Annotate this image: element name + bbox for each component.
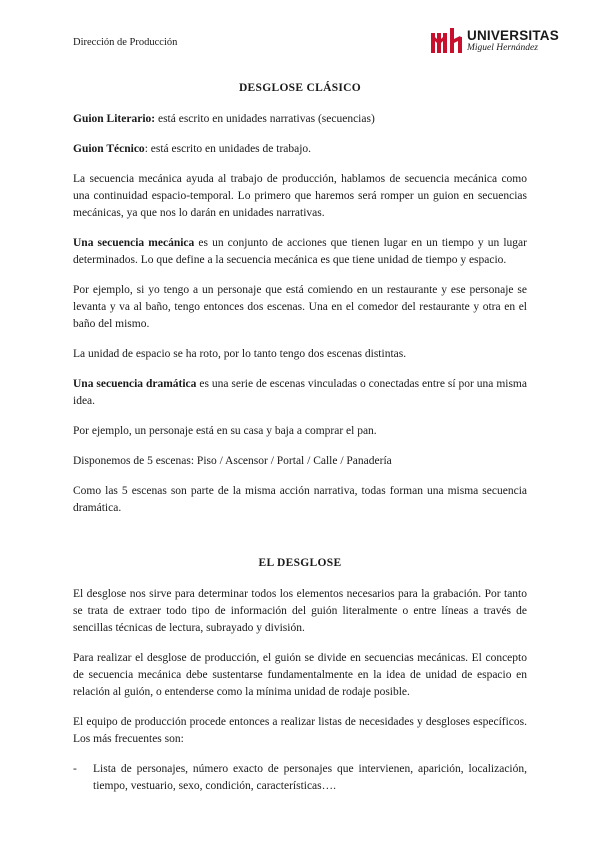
paragraph-conclusion: Como las 5 escenas son parte de la misma acción narrativa, todas forman una misma secuencia dramática.	[73, 485, 527, 514]
term-guion-literario: Guion Literario:	[73, 113, 156, 125]
paragraph-desglose-division: Para realizar el desglose de producción, el guión se divide en secuencias mecánicas. El concepto de secuencia mecánica debe sustentarse fundamentalmente en la idea de unidad de espacio en relación al guión, o entenderse como la mínima unidad de rodaje posible.	[73, 652, 527, 698]
paragraph-text: es un conjunto de acciones que tienen lugar en un tiempo y un lugar determinados. Lo que define a la secuencia mecánica es que tiene unidad de tiempo y espacio.	[73, 237, 527, 266]
paragraph-text: : está escrito en unidades de trabajo.	[144, 143, 312, 155]
paragraph-guion-literario	[73, 111, 527, 128]
paragraph-secuencia-dramatica-def	[73, 376, 527, 410]
paragraph-unidad-espacio: La unidad de espacio se ha roto, por lo tanto tengo dos escenas distintas.	[73, 348, 407, 360]
paragraph-ejemplo-pan: Por ejemplo, un personaje está en su casa y baja a comprar el pan.	[73, 425, 377, 437]
university-logo	[430, 27, 559, 55]
paragraph-guion-tecnico	[73, 141, 527, 158]
header-title: Dirección de Producción	[73, 37, 178, 48]
term-guion-tecnico: Guion Técnico	[73, 143, 145, 155]
document-body	[73, 80, 527, 795]
page-header	[0, 0, 600, 70]
section-title-desglose-clasico: DESGLOSE CLÁSICO	[238, 82, 362, 94]
needs-list	[73, 761, 527, 795]
paragraph-text: está escrito en unidades narrativas (secuencias)	[155, 113, 375, 125]
logo-sub-text: Miguel Hernández	[467, 42, 538, 53]
paragraph-secuencia-mecanica-intro: La secuencia mecánica ayuda al trabajo de producción, hablamos de secuencia mecánica como una continuidad espacio-temporal. Lo primero que haremos será romper un guion en secuencias mecánicas, ya que nos lo darán en unidades narrativas.	[73, 173, 527, 219]
logo-main-text: UNIVERSITAS	[467, 28, 559, 43]
paragraph-ejemplo-restaurante: Por ejemplo, si yo tengo a un personaje que está comiendo en un restaurante y ese personaje se levanta y va al baño, tengo entonces dos escenas. Una en el comedor del restaurante y otra en el baño del mismo.	[73, 284, 527, 330]
paragraph-escenas: Disponemos de 5 escenas: Piso / Ascensor / Portal / Calle / Panadería	[73, 455, 392, 467]
section-title-el-desglose: EL DESGLOSE	[258, 557, 342, 569]
term-secuencia-mecanica: Una secuencia mecánica	[73, 237, 195, 249]
university-logo-mark-icon	[430, 27, 464, 55]
paragraph-equipo-produccion: El equipo de producción procede entonces a realizar listas de necesidades y desgloses específicos. Los más frecuentes son:	[73, 716, 527, 745]
list-item-text: Lista de personajes, número exacto de personajes que intervienen, aparición, localización, tiempo, vestuario, sexo, condición, características….	[93, 763, 527, 792]
paragraph-text: es una serie de escenas vinculadas o conectadas entre sí por una misma idea.	[73, 378, 527, 407]
term-secuencia-dramatica: Una secuencia dramática	[73, 378, 197, 390]
list-marker: -	[73, 763, 77, 775]
paragraph-desglose-proposito: El desglose nos sirve para determinar todos los elementos necesarios para la grabación. Por tanto se trata de extraer todo tipo de información del guión literalmente o entre líneas a través de sencillas técnicas de lectura, subrayado y división.	[73, 588, 527, 634]
list-item	[73, 761, 527, 795]
paragraph-secuencia-mecanica-def	[73, 235, 527, 269]
